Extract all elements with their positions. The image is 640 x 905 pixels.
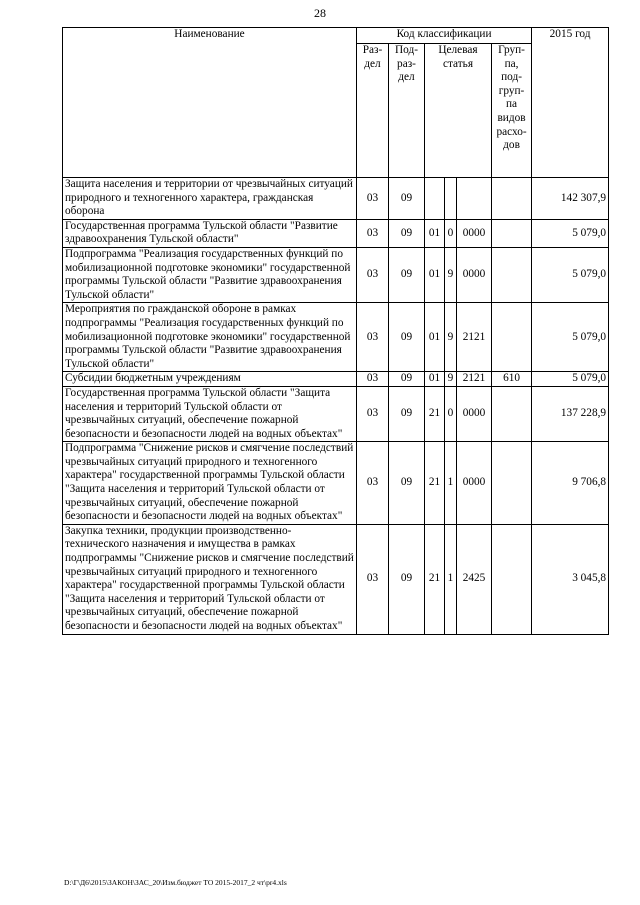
header-name: Наименование: [63, 28, 357, 178]
row-target-direction: 2121: [457, 372, 492, 387]
row-target-subprogram: 9: [445, 303, 457, 372]
header-year: 2015 год: [532, 28, 609, 178]
file-path-footer: D:\Г\Д6\2015\ЗАКОН\ЗАС_20\Изм.бюджет ТО 2015-2017_2 чт\pr4.xls: [64, 878, 287, 887]
row-expense-group: [492, 178, 532, 220]
row-section: 03: [357, 219, 389, 247]
row-target-program: 01: [425, 372, 445, 387]
table-row: [63, 442, 609, 525]
row-target-program: 01: [425, 247, 445, 302]
row-target-program: 21: [425, 442, 445, 525]
row-name: Государственная программа Тульской области "Защита населения и территорий Тульской области от чрезвычайных ситуаций, обеспечение пожарной безопасности и безопасности людей на водных объектах": [63, 386, 357, 441]
row-target-program: 01: [425, 219, 445, 247]
row-target-subprogram: 9: [445, 247, 457, 302]
table-row: [63, 372, 609, 387]
row-target-subprogram: 0: [445, 219, 457, 247]
row-amount: 5 079,0: [532, 219, 609, 247]
row-expense-group: [492, 442, 532, 525]
row-target-direction: 0000: [457, 386, 492, 441]
row-target-subprogram: 0: [445, 386, 457, 441]
row-target-program: 01: [425, 303, 445, 372]
table-row: [63, 247, 609, 302]
table-row: [63, 178, 609, 220]
row-target-subprogram: 9: [445, 372, 457, 387]
row-amount: 5 079,0: [532, 247, 609, 302]
row-subsection: 09: [389, 178, 425, 220]
row-section: 03: [357, 372, 389, 387]
row-subsection: 09: [389, 386, 425, 441]
row-subsection: 09: [389, 247, 425, 302]
row-section: 03: [357, 524, 389, 634]
row-expense-group: [492, 386, 532, 441]
row-target-program: 21: [425, 386, 445, 441]
row-subsection: 09: [389, 372, 425, 387]
row-section: 03: [357, 178, 389, 220]
table-row: [63, 303, 609, 372]
row-name: Субсидии бюджетным учреждениям: [63, 372, 357, 387]
row-subsection: 09: [389, 442, 425, 525]
header-subsection: Под- раз- дел: [389, 44, 425, 178]
table-row: [63, 386, 609, 441]
row-target-subprogram: 1: [445, 524, 457, 634]
row-amount: 9 706,8: [532, 442, 609, 525]
row-target-direction: 0000: [457, 219, 492, 247]
row-expense-group: [492, 219, 532, 247]
row-amount: 5 079,0: [532, 372, 609, 387]
row-name: Мероприятия по гражданской обороне в рамках подпрограммы "Реализация государственных функций по мобилизационной подготовке экономики" государственной программы Тульской области "Развитие здравоохранения Тульской области": [63, 303, 357, 372]
header-section: Раз- дел: [357, 44, 389, 178]
page-number: 28: [314, 6, 326, 20]
row-expense-group: [492, 303, 532, 372]
row-expense-group: [492, 524, 532, 634]
row-section: 03: [357, 303, 389, 372]
row-name: Защита населения и территории от чрезвычайных ситуаций природного и техногенного характера, гражданская оборона: [63, 178, 357, 220]
row-target-direction: 0000: [457, 247, 492, 302]
row-name: Подпрограмма "Реализация государственных функций по мобилизационной подготовке экономики" государственной программы Тульской области "Развитие здравоохранения Тульской области": [63, 247, 357, 302]
row-target-direction: [457, 178, 492, 220]
row-target-direction: 2425: [457, 524, 492, 634]
row-target-direction: 2121: [457, 303, 492, 372]
row-subsection: 09: [389, 303, 425, 372]
row-section: 03: [357, 386, 389, 441]
header-target-article: Целевая статья: [425, 44, 492, 178]
row-expense-group: [492, 247, 532, 302]
row-target-direction: 0000: [457, 442, 492, 525]
row-section: 03: [357, 442, 389, 525]
header-expense-group: Груп- па, под- груп- па видов расхо- дов: [492, 44, 532, 178]
header-code-group: Код классификации: [357, 28, 532, 44]
row-amount: 142 307,9: [532, 178, 609, 220]
row-target-subprogram: [445, 178, 457, 220]
row-subsection: 09: [389, 524, 425, 634]
row-section: 03: [357, 247, 389, 302]
row-amount: 137 228,9: [532, 386, 609, 441]
row-target-subprogram: 1: [445, 442, 457, 525]
row-name: Государственная программа Тульской области "Развитие здравоохранения Тульской области": [63, 219, 357, 247]
row-target-program: [425, 178, 445, 220]
table-row: [63, 524, 609, 634]
row-expense-group: 610: [492, 372, 532, 387]
row-amount: 3 045,8: [532, 524, 609, 634]
row-name: Подпрограмма "Снижение рисков и смягчение последствий чрезвычайных ситуаций природного и техногенного характера" государственной программы Тульской области "Защита населения и территорий Тульской области от чрезвычайных ситуаций, обеспечение пожарной безопасности и безопасности людей на водных объектах": [63, 442, 357, 525]
budget-table: [62, 27, 609, 635]
table-row: [63, 219, 609, 247]
row-target-program: 21: [425, 524, 445, 634]
row-name: Закупка техники, продукции производственно-технического назначения и имущества в рамках подпрограммы "Снижение рисков и смягчение последствий чрезвычайных ситуаций природного и техногенного характера" государственной программы Тульской области "Защита населения и территорий Тульской области от чрезвычайных ситуаций, обеспечение пожарной безопасности и безопасности людей на водных объектах": [63, 524, 357, 634]
row-amount: 5 079,0: [532, 303, 609, 372]
row-subsection: 09: [389, 219, 425, 247]
